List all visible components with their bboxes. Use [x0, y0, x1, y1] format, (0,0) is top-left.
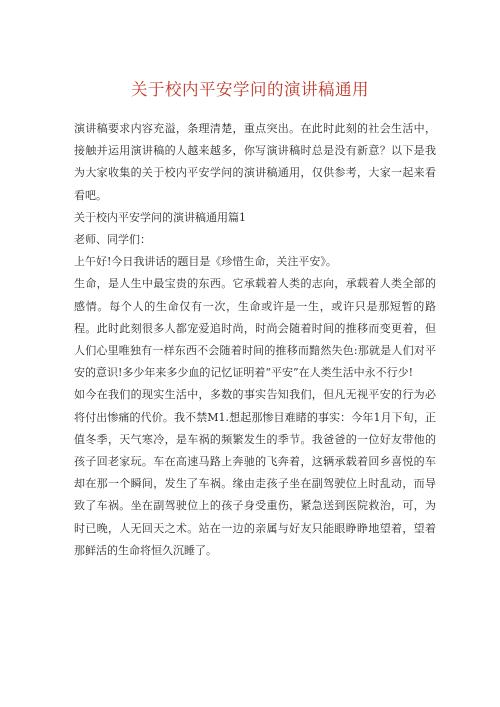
document-body: [74, 118, 436, 562]
paragraph-life: 生命，是人生中最宝贵的东西。它承载着人类的志向，承载着人类全部的感情。每个人的生命仅有一次，生命或许是一生，或许只是那短暂的路程。此时此刻很多人都宠爱追时尚，时尚会随着时间的推移而变更着，但人们心里唯独有一样东西不会随着时间的推移而黯然失色:那就是人们对平安的意识!多少年来多少血的记忆证明着“平安”在人类生活中永不行少!: [74, 277, 436, 380]
paragraph-section-heading: 关于校内平安学问的演讲稿通用篇1: [74, 210, 246, 224]
document-title: 关于校内平安学问的演讲稿通用: [131, 80, 369, 99]
paragraph-greeting: 上午好!今日我讲话的题目是《珍惜生命，关注平安》。: [74, 255, 337, 269]
paragraph-salutation: 老师、同学们：: [74, 233, 151, 247]
paragraph-intro: 演讲稿要求内容充溢，条理清楚，重点突出。在此时此刻的社会生活中，接触并运用演讲稿的人越来越多，你写演讲稿时总是没有新意？以下是我为大家收集的关于校内平安学问的演讲稿通用，仅供参考，大家一起来看看吧。: [74, 122, 436, 202]
paragraph-story: 如今在我们的现实生活中，多数的事实告知我们，但凡无视平安的行为必将付出惨痛的代价。我不禁M1.想起那惨目难睹的事实：今年1月下旬，正值冬季，天气寒冷，是车祸的频繁发生的季节。我爸爸的一位好友带他的孩子回老家玩。车在高速马路上奔驰的飞奔着，这辆承载着回乡喜悦的车却在那一个瞬间，发生了车祸。缘由走孩子坐在副驾驶位上时乱动，而导致了车祸。坐在副驾驶位上的孩子身受重伤，紧急送到医院救治，可，为时已晚，人无回天之术。站在一边的亲属与好友只能眼睁睁地望着，望着那鲜活的生命将恒久沉睡了。: [74, 388, 436, 557]
